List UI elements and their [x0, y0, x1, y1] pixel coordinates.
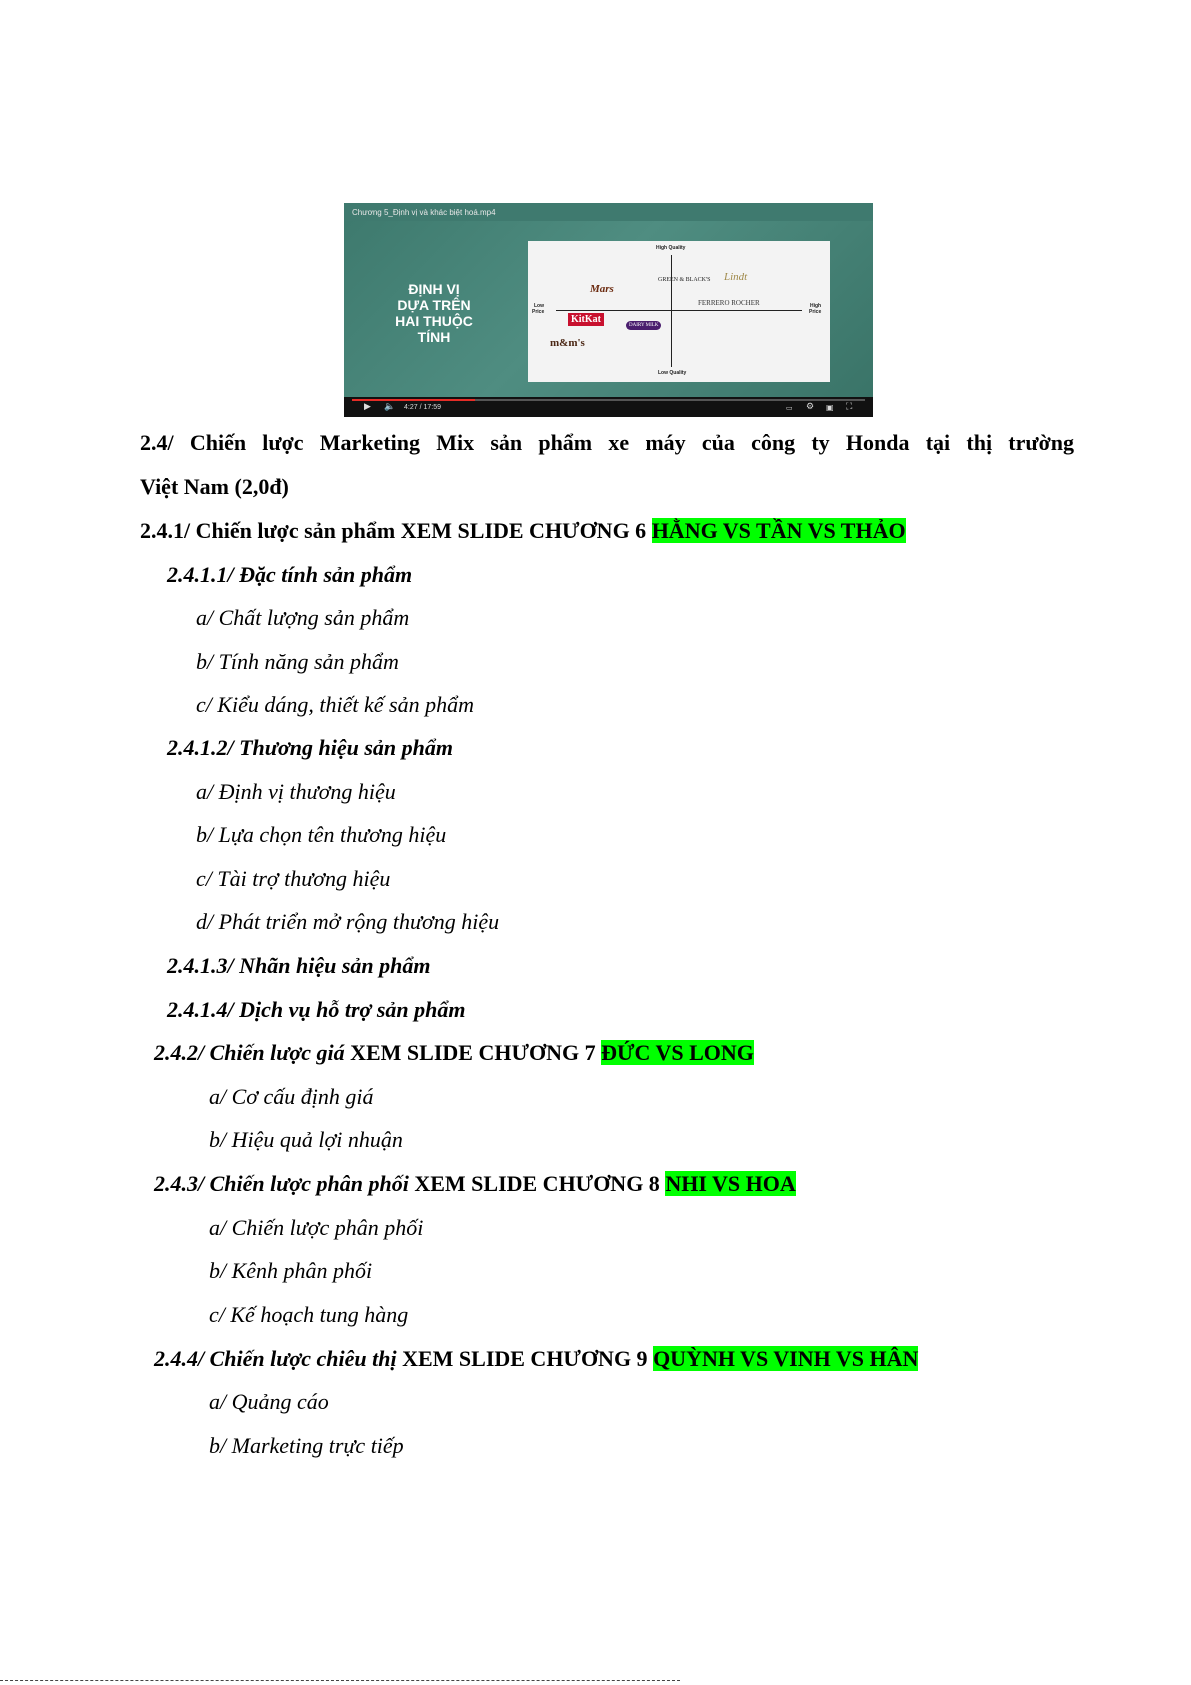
settings-icon[interactable]: ⚙: [806, 402, 815, 412]
heading-2-4-line2: Việt Nam (2,0đ): [140, 474, 289, 499]
list-item: a/ Chất lượng sản phẩm: [196, 605, 410, 630]
heading-text: 2.4.4/ Chiến lược chiêu thị: [154, 1346, 397, 1371]
footer-divider: [0, 1680, 680, 1681]
heading-2-4-2: [154, 1039, 754, 1067]
brand-logo-mms: m&m's: [550, 337, 585, 349]
assignee-highlight: ĐỨC VS LONG: [601, 1040, 754, 1065]
assignee-highlight: QUỲNH VS VINH VS HÂN: [653, 1346, 919, 1371]
overlay-line: TÍNH: [417, 329, 451, 345]
list-item: c/ Kế hoạch tung hàng: [209, 1302, 409, 1327]
brand-logo-lindt: Lindt: [724, 271, 748, 283]
list-item: a/ Chiến lược phân phối: [209, 1215, 424, 1240]
brand-logo-green-blacks: GREEN & BLACK'S: [658, 277, 711, 283]
heading-note: XEM SLIDE CHƯƠNG 8: [408, 1171, 666, 1196]
list-item: b/ Tính năng sản phẩm: [196, 649, 399, 674]
list-item: b/ Lựa chọn tên thương hiệu: [196, 822, 447, 847]
assignee-highlight: NHI VS HOA: [665, 1171, 796, 1196]
heading-note: XEM SLIDE CHƯƠNG 9: [396, 1346, 654, 1371]
list-item: d/ Phát triển mở rộng thương hiệu: [196, 909, 500, 934]
brand-logo-kitkat: KitKat: [568, 313, 604, 326]
embedded-video[interactable]: [344, 203, 873, 417]
list-item: c/ Kiểu dáng, thiết kế sản phẩm: [196, 692, 475, 717]
heading-text: 2.4.1/ Chiến lược sản phẩm XEM SLIDE CHƯƠNG 6: [140, 518, 652, 543]
high-quality-label: High Quality: [656, 245, 686, 251]
assignee-highlight: HẰNG VS TẦN VS THẢO: [651, 518, 906, 543]
list-item: a/ Cơ cấu định giá: [209, 1084, 374, 1109]
overlay-line: ĐỊNH VỊ: [408, 281, 460, 297]
low-quality-label: Low Quality: [658, 370, 687, 376]
low-price-label-2: Price: [532, 309, 545, 315]
heading-2-4-3: [154, 1170, 796, 1198]
video-time: 4:27 / 17:59: [404, 404, 441, 411]
heading-note: XEM SLIDE CHƯƠNG 7: [344, 1040, 602, 1065]
video-title: Chương 5_Định vị và khác biệt hoá.mp4: [352, 208, 496, 217]
list-item: b/ Kênh phân phối: [209, 1258, 373, 1283]
heading-2-4-1-3: 2.4.1.3/ Nhãn hiệu sản phẩm: [167, 953, 431, 978]
list-item: a/ Định vị thương hiệu: [196, 779, 396, 804]
overlay-line: DỰA TRÊN: [397, 297, 471, 313]
list-item: b/ Hiệu quả lợi nhuận: [209, 1127, 403, 1152]
horizontal-axis: [556, 310, 802, 311]
heading-2-4-1-2: 2.4.1.2/ Thương hiệu sản phẩm: [167, 735, 453, 760]
high-price-label-2: Price: [809, 309, 822, 315]
heading-2-4-line1: 2.4/ Chiến lược Marketing Mix sản phẩm xe máy của công ty Honda tại thị trường: [140, 430, 1074, 455]
low-price-label-1: Low: [534, 303, 544, 309]
video-overlay-text: [374, 281, 494, 345]
brand-logo-dairy-milk: DAIRY MILK: [626, 321, 661, 330]
heading-text: 2.4.3/ Chiến lược phân phối: [154, 1171, 409, 1196]
overlay-line: HAI THUỘC: [395, 313, 473, 329]
heading-2-4-4: [154, 1345, 918, 1373]
heading-text: 2.4.2/ Chiến lược giá: [154, 1040, 345, 1065]
video-control-bar: [344, 397, 873, 417]
video-progress-fill: [352, 399, 475, 401]
fullscreen-icon[interactable]: ⛶: [846, 402, 853, 412]
miniplayer-icon[interactable]: ▣: [826, 403, 834, 412]
list-item: b/ Marketing trực tiếp: [209, 1433, 404, 1458]
list-item: a/ Quảng cáo: [209, 1389, 329, 1414]
video-progress-bar[interactable]: [352, 399, 865, 401]
list-item: c/ Tài trợ thương hiệu: [196, 866, 391, 891]
heading-2-4-1-4: 2.4.1.4/ Dịch vụ hỗ trợ sản phẩm: [167, 997, 466, 1022]
brand-logo-ferrero: FERRERO ROCHER: [698, 299, 760, 307]
vertical-axis: [671, 255, 672, 367]
heading-2-4-1-1: 2.4.1.1/ Đặc tính sản phẩm: [167, 562, 413, 587]
volume-icon[interactable]: 🔈: [384, 402, 396, 412]
subtitles-icon[interactable]: ▭: [786, 404, 793, 412]
heading-2-4-1: [140, 517, 906, 545]
brand-logo-mars: Mars: [590, 283, 614, 295]
play-icon[interactable]: ▶: [364, 402, 371, 412]
high-price-label-1: High: [810, 303, 822, 309]
positioning-map: [528, 241, 830, 382]
